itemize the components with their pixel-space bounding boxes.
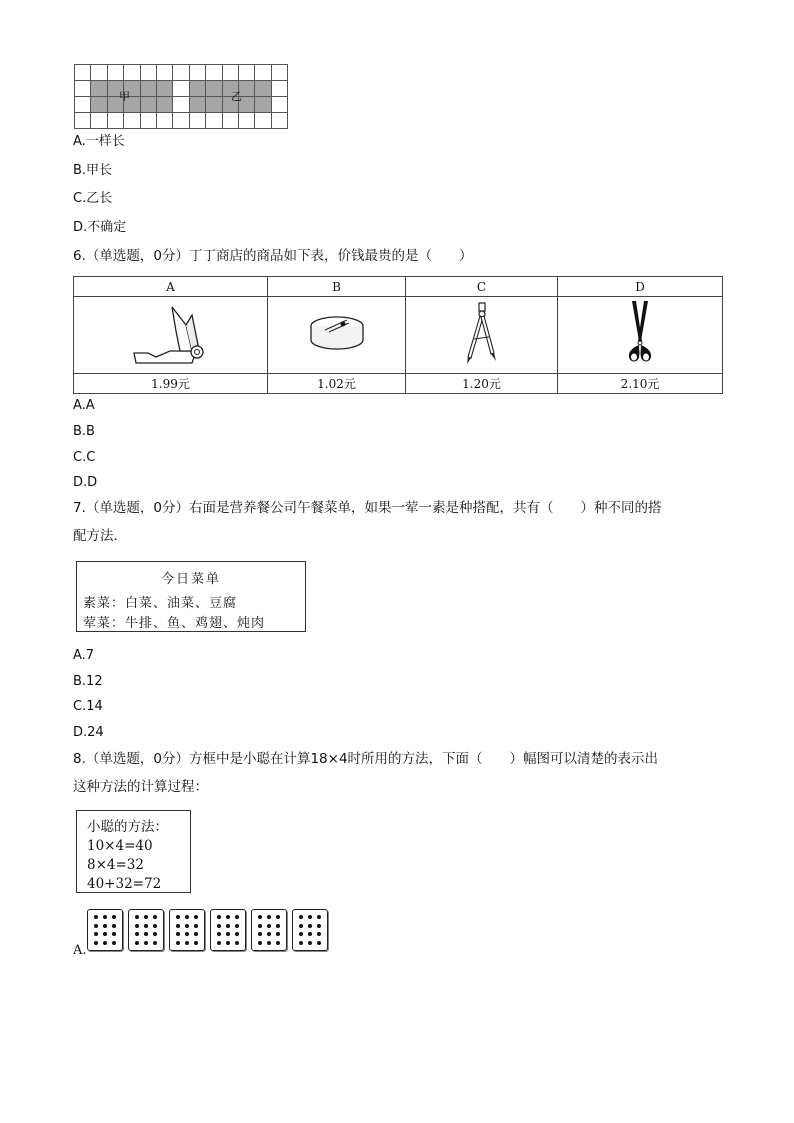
dice-dot	[299, 932, 303, 936]
dice-dot	[135, 941, 139, 945]
dice-dot	[103, 915, 107, 919]
table-cell-sharpener	[268, 297, 406, 374]
dice-dot	[235, 932, 239, 936]
grid-cell	[272, 97, 288, 113]
table-cell-scissors	[558, 297, 723, 374]
dice-dot	[276, 932, 280, 936]
table-header-a: A	[74, 277, 268, 297]
grid-cell	[272, 81, 288, 97]
q8-option-a-label[interactable]: A.	[73, 943, 87, 958]
dice-dot	[194, 932, 198, 936]
dice-dot	[317, 915, 321, 919]
grid-figure	[74, 64, 288, 129]
dice-dot	[217, 932, 221, 936]
price-c: 1.20元	[406, 374, 558, 394]
grid-cell	[157, 65, 173, 81]
grid-cell	[75, 113, 91, 129]
dice-dot	[258, 915, 262, 919]
dice-dot	[235, 924, 239, 928]
dice-dot	[235, 915, 239, 919]
dice-dot	[94, 915, 98, 919]
dice-dot	[135, 915, 139, 919]
dice-dot	[94, 932, 98, 936]
dice-dot	[276, 915, 280, 919]
q5-option-b[interactable]: B.甲长	[73, 163, 113, 178]
dice-dot	[112, 924, 116, 928]
table-cell-compass	[406, 297, 558, 374]
q6-option-d[interactable]: D.D	[73, 475, 98, 490]
table-header-b: B	[268, 277, 406, 297]
dice-icon	[210, 909, 246, 951]
q7-option-d[interactable]: D.24	[73, 725, 104, 740]
grid-label-jia: 甲	[119, 90, 130, 103]
dice-dot	[144, 941, 148, 945]
grid-cell	[173, 113, 189, 129]
grid-cell	[239, 65, 255, 81]
dice-dot	[144, 932, 148, 936]
dice-dot	[135, 932, 139, 936]
dice-dot	[226, 915, 230, 919]
grid-cell	[124, 113, 140, 129]
dice-dot	[94, 941, 98, 945]
grid-cell	[75, 65, 91, 81]
dice-dot	[308, 941, 312, 945]
dice-dot	[194, 915, 198, 919]
method-line-3: 40+32=72	[87, 876, 162, 892]
dice-dot	[176, 915, 180, 919]
dice-dot	[144, 915, 148, 919]
scissors-icon	[620, 299, 660, 369]
dice-dot	[103, 941, 107, 945]
dice-icon	[128, 909, 164, 951]
grid-cell	[190, 65, 206, 81]
q6-stem: 6.（单选题，0分）丁丁商店的商品如下表，价钱最贵的是（ ）	[73, 248, 473, 264]
method-box	[76, 810, 191, 893]
grid-cell	[223, 65, 239, 81]
sharpener-icon	[307, 312, 367, 356]
dice-icon	[251, 909, 287, 951]
dice-icon	[292, 909, 328, 951]
dice-dot	[185, 924, 189, 928]
method-line-2: 8×4=32	[87, 857, 144, 873]
q6-option-b[interactable]: B.B	[73, 424, 95, 439]
q6-option-c[interactable]: C.C	[73, 450, 96, 465]
dice-dot	[235, 941, 239, 945]
grid-cell	[206, 97, 222, 113]
q8-stem-line1: 8.（单选题，0分）方框中是小聪在计算18×4时所用的方法，下面（ ）幅图可以清楚的表示出	[73, 751, 659, 767]
table-cell-ruler	[74, 297, 268, 374]
grid-cell	[206, 113, 222, 129]
grid-cell	[190, 97, 206, 113]
grid-cell	[190, 113, 206, 129]
dice-dot	[317, 941, 321, 945]
dice-dot	[153, 941, 157, 945]
method-line-1: 10×4=40	[87, 838, 153, 854]
dice-dot	[194, 924, 198, 928]
dice-dot	[176, 941, 180, 945]
menu-box	[76, 561, 306, 632]
q7-option-a[interactable]: A.7	[73, 648, 95, 663]
dice-dot	[153, 915, 157, 919]
grid-cell	[223, 113, 239, 129]
grid-cell	[206, 65, 222, 81]
dice-dot	[299, 915, 303, 919]
grid-cell	[75, 97, 91, 113]
dice-icon	[169, 909, 205, 951]
dice-dot	[267, 941, 271, 945]
grid-cell	[124, 65, 140, 81]
compass-icon	[462, 301, 502, 367]
dice-dot	[299, 941, 303, 945]
dice-dot	[267, 915, 271, 919]
dice-dot	[144, 924, 148, 928]
dice-dot	[217, 941, 221, 945]
grid-cell	[108, 113, 124, 129]
dice-dot	[217, 915, 221, 919]
grid-cell	[255, 113, 271, 129]
dice-dot	[258, 932, 262, 936]
q7-stem-line2: 配方法．	[73, 528, 127, 544]
grid-cell	[157, 97, 173, 113]
q5-option-a[interactable]: A.一样长	[73, 134, 125, 149]
dice-dot	[194, 941, 198, 945]
dice-dot	[276, 941, 280, 945]
grid-cell	[108, 65, 124, 81]
grid-cell	[255, 65, 271, 81]
menu-title: 今日菜单	[160, 572, 221, 587]
dice-dot	[308, 924, 312, 928]
price-b: 1.02元	[268, 374, 406, 394]
grid-label-yi: 乙	[231, 90, 242, 103]
grid-cell	[91, 113, 107, 129]
dice-dot	[112, 941, 116, 945]
dice-dot	[308, 915, 312, 919]
q7-stem-line1: 7.（单选题，0分）右面是营养餐公司午餐菜单，如果一荤一素是种搭配，共有（ ）种不同的搭	[73, 500, 662, 516]
dice-dot	[317, 924, 321, 928]
dice-dot	[317, 932, 321, 936]
dice-dot	[299, 924, 303, 928]
grid-cell	[173, 97, 189, 113]
dice-dot	[112, 932, 116, 936]
grid-cell	[141, 97, 157, 113]
dice-dot	[185, 915, 189, 919]
dice-dot	[308, 932, 312, 936]
dice-dot	[153, 924, 157, 928]
dice-dot	[153, 932, 157, 936]
q7-option-c[interactable]: C.14	[73, 699, 103, 714]
dice-dot	[258, 941, 262, 945]
grid-cell	[239, 113, 255, 129]
grid-cell	[91, 65, 107, 81]
grid-cell	[173, 81, 189, 97]
dice-dot	[135, 924, 139, 928]
dice-dot	[103, 932, 107, 936]
dice-dot	[226, 941, 230, 945]
q7-option-b[interactable]: B.12	[73, 674, 103, 689]
q5-option-c[interactable]: C.乙长	[73, 191, 113, 206]
price-a: 1.99元	[74, 374, 268, 394]
grid-cell	[141, 113, 157, 129]
dice-dot	[176, 924, 180, 928]
q6-option-a[interactable]: A.A	[73, 398, 95, 413]
dice-dot	[226, 924, 230, 928]
grid-cell	[272, 65, 288, 81]
dice-dot	[217, 924, 221, 928]
method-title: 小聪的方法：	[87, 819, 168, 835]
dice-dot	[103, 924, 107, 928]
menu-vegetables: 素菜：白菜、油菜、豆腐	[83, 596, 238, 611]
table-header-d: D	[558, 277, 723, 297]
menu-meats: 荤菜：牛排、鱼、鸡翅、炖肉	[83, 616, 266, 631]
dice-icon	[87, 909, 123, 951]
grid-cell	[255, 97, 271, 113]
grid-cell	[91, 81, 107, 97]
grid-cell	[157, 81, 173, 97]
dice-dot	[176, 932, 180, 936]
q8-stem-line2: 这种方法的计算过程：	[73, 779, 208, 795]
dice-dot	[258, 924, 262, 928]
dice-dot	[276, 924, 280, 928]
dice-dot	[112, 915, 116, 919]
q5-option-d[interactable]: D.不确定	[73, 220, 127, 235]
grid-cell	[190, 81, 206, 97]
dice-dot	[267, 924, 271, 928]
price-table	[73, 276, 723, 394]
grid-cell	[157, 113, 173, 129]
grid-cell	[75, 81, 91, 97]
price-d: 2.10元	[558, 374, 723, 394]
dice-dot	[226, 932, 230, 936]
grid-cell	[141, 81, 157, 97]
grid-cell	[255, 81, 271, 97]
grid-cell	[173, 65, 189, 81]
grid-cell	[141, 65, 157, 81]
grid-cell	[272, 113, 288, 129]
dice-dot	[185, 932, 189, 936]
dice-dot	[94, 924, 98, 928]
table-header-c: C	[406, 277, 558, 297]
ruler-icon	[126, 301, 216, 367]
grid-cell	[91, 97, 107, 113]
dice-dot	[185, 941, 189, 945]
dice-dot	[267, 932, 271, 936]
grid-cell	[206, 81, 222, 97]
